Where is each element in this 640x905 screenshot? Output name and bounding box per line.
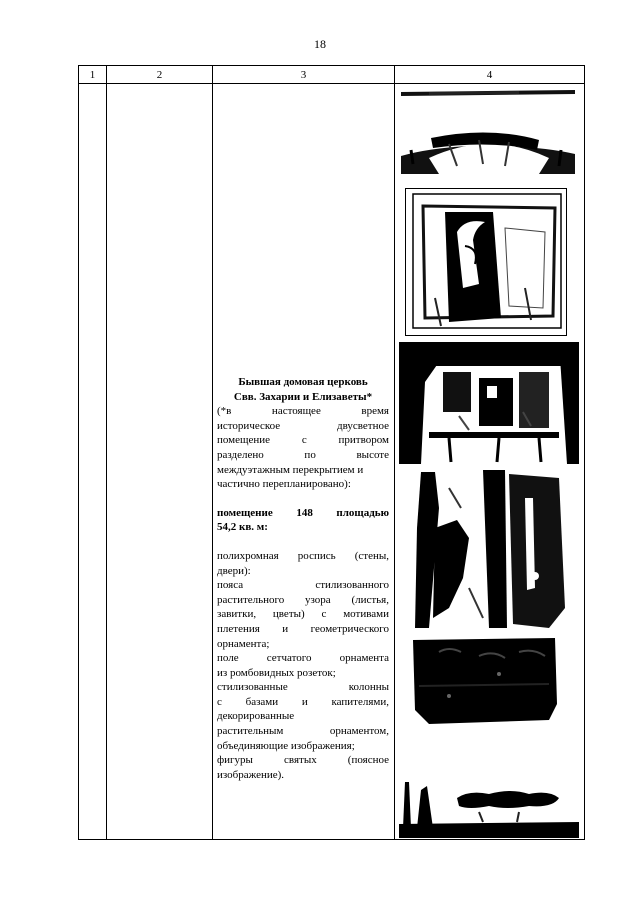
church-title-line-1: Бывшая домовая церковь	[238, 376, 368, 388]
note-line: (*в настоящее время	[217, 405, 389, 418]
church-title-line-2: Свв. Захарии и Елизаветы*	[233, 390, 373, 403]
desc-line: из ромбовидных розеток;	[217, 666, 336, 679]
column-header-1: 1	[79, 66, 107, 84]
desc-line: пояса стилизованного	[217, 579, 389, 592]
photo-cell	[395, 84, 585, 840]
description-cell	[213, 84, 395, 840]
photo-church-interior	[399, 342, 579, 464]
desc-line: завитки, цветы) с мотивами	[217, 608, 389, 621]
column-header-row	[79, 66, 585, 84]
note-line: разделено по высоте	[217, 448, 389, 461]
photo-painted-door	[405, 188, 567, 336]
table-row	[79, 84, 585, 840]
desc-line: стилизованные колонны	[217, 681, 389, 694]
description-text	[217, 375, 389, 782]
note-line: междуэтажным перекрытием и	[217, 463, 364, 476]
note-line: помещение с притвором	[217, 434, 389, 447]
column-header-3: 3	[213, 66, 395, 84]
desc-line: плетения и геометрического	[217, 622, 389, 635]
room-area-line-2: 54,2 кв. м:	[217, 521, 268, 534]
desc-line: поле сетчатого орнамента	[217, 652, 389, 665]
desc-line: изображение).	[217, 768, 285, 781]
note-line: частично перепланировано):	[217, 478, 351, 491]
desc-line: растительного узора (листья,	[217, 593, 389, 606]
photo-ornament-fragment	[409, 634, 559, 726]
column-header-4: 4	[395, 66, 585, 84]
room-area-line-1: помещение 148 площадью	[217, 506, 389, 519]
object-table	[78, 65, 585, 840]
desc-line: полихромная роспись (стены,	[217, 549, 389, 562]
desc-line: растительным орнаментом,	[217, 725, 389, 738]
column-header-2: 2	[107, 66, 213, 84]
photo-column-detail	[409, 468, 573, 628]
page-number: 18	[314, 37, 326, 51]
desc-line: орнамента;	[217, 637, 270, 650]
desc-line: с базами и капителями,	[217, 695, 389, 708]
desc-line: объединяющие изображения;	[217, 739, 355, 752]
photo-vault-arch	[399, 88, 577, 178]
number-cell	[79, 84, 107, 840]
photo-frieze-fragment	[399, 772, 579, 838]
note-line: историческое двусветное	[217, 419, 389, 432]
desc-line: двери):	[217, 564, 251, 577]
address-cell	[107, 84, 213, 840]
desc-line: декорированные	[217, 710, 295, 723]
desc-line: фигуры святых (поясное	[217, 754, 389, 767]
